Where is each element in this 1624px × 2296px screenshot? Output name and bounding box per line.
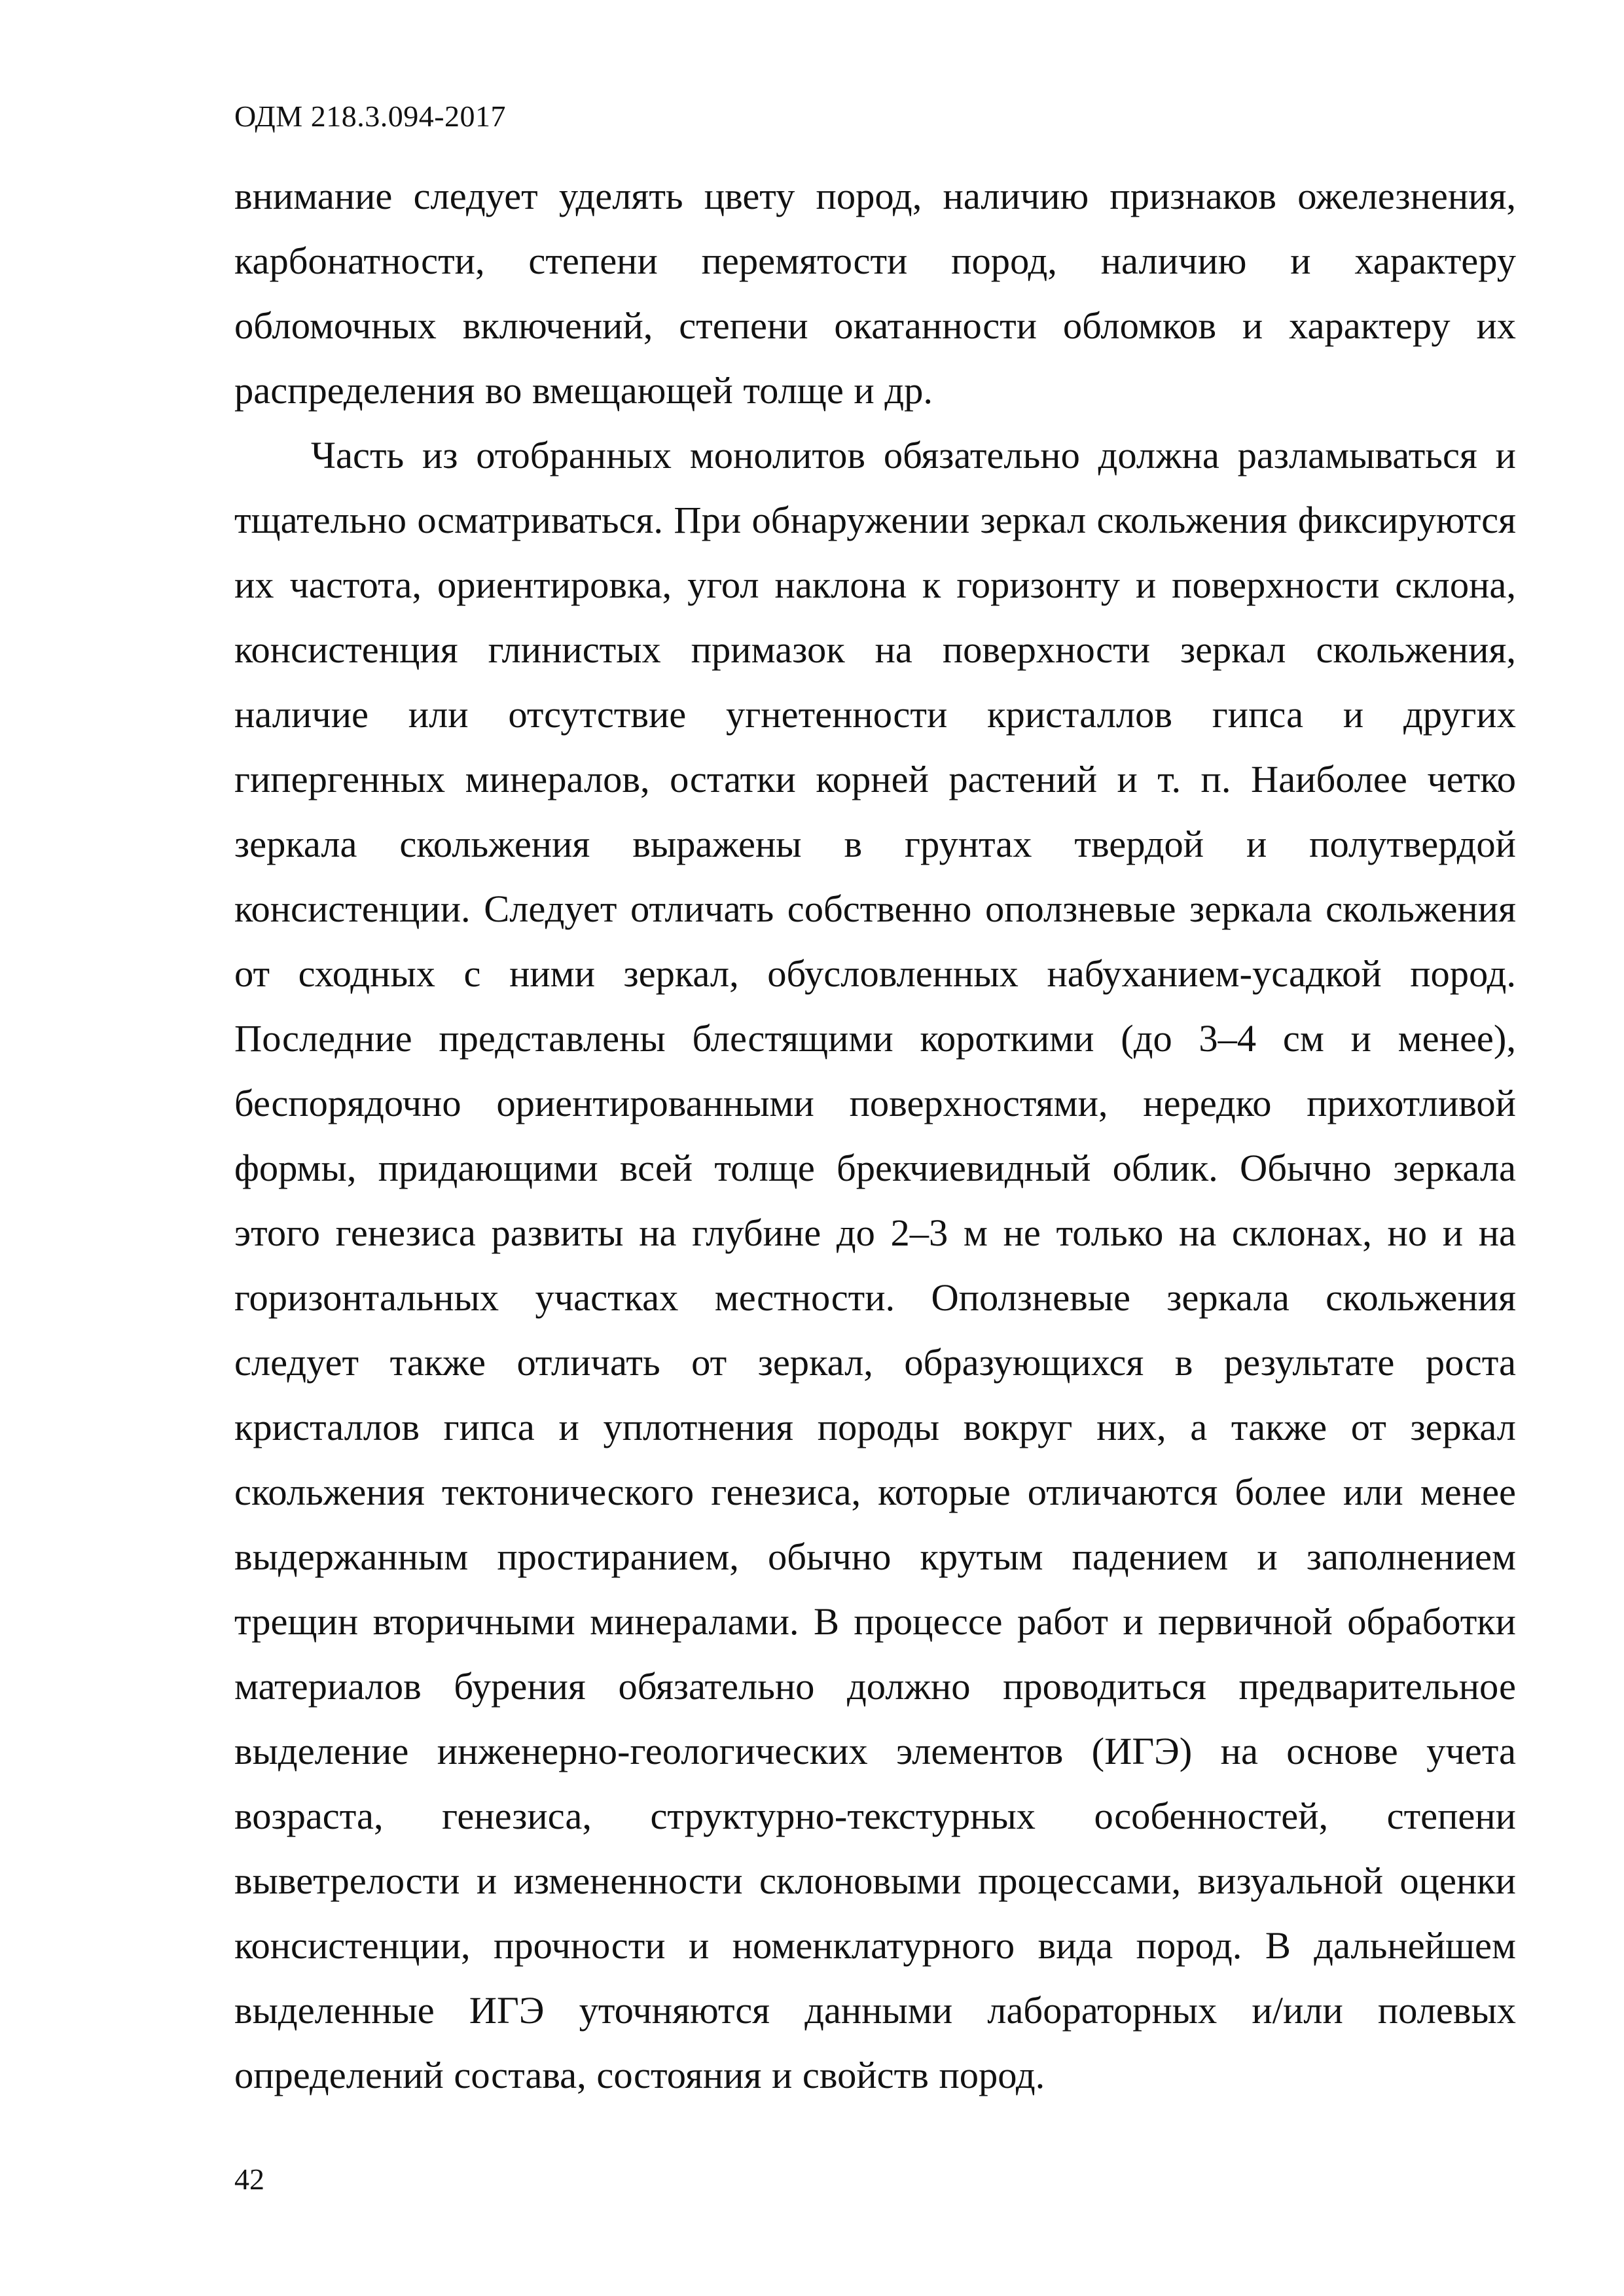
document-body [234,164,1516,2108]
paragraph-slickensides: Часть из отобранных монолитов обязательно должна разламываться и тщательно осматриваться. При обнаружении зеркал скольжения фиксируются их частота, ориентировка, угол наклона к горизонту и поверхности склона, консистенция глинистых примазок на поверхности зеркал скольжения, наличие или отсутствие угнетенности кристаллов гипса и других гипергенных минералов, остатки корней растений и т. п. Наиболее четко зеркала скольжения выражены в грунтах твердой и полутвердой консистенции. Следует отличать собственно оползневые зеркала скольжения от сходных с ними зеркал, обусловленных набуханием-усадкой пород. Последние представлены блестящими короткими (до 3–4 см и менее), беспорядочно ориентированными поверхностями, нередко прихотливой формы, придающими всей толще брекчиевидный облик. Обычно зеркала этого генезиса развиты на глубине до 2–3 м не только на склонах, но и на горизонтальных участках местности. Оползневые зеркала скольжения следует также отличать от зеркал, образующихся в результате роста кристаллов гипса и уплотнения породы вокруг них, а также от зеркал скольжения тектонического генезиса, которые отличаются более или менее выдержанным простиранием, обычно крутым падением и заполнением трещин вторичными минералами. В процессе работ и первичной обработки материалов бурения обязательно должно проводиться предварительное выделение инженерно-геологических элементов (ИГЭ) на основе учета возраста, генезиса, структурно-текстурных особенностей, степени выветрелости и измененности склоновыми процессами, визуальной оценки консистенции, прочности и номенклатурного вида пород. В дальнейшем выделенные ИГЭ уточняются данными лабораторных и/или полевых определений состава, состояния и свойств пород. [234,434,1516,2096]
paragraph-continuation: внимание следует уделять цвету пород, наличию признаков ожелезнения, карбонатности, степени перемятости пород, наличию и характеру обломочных включений, степени окатанности обломков и характеру их распределения во вмещающей толще и др. [234,175,1516,412]
page-number: 42 [234,2162,264,2196]
document-header-code: ОДМ 218.3.094-2017 [234,99,507,133]
